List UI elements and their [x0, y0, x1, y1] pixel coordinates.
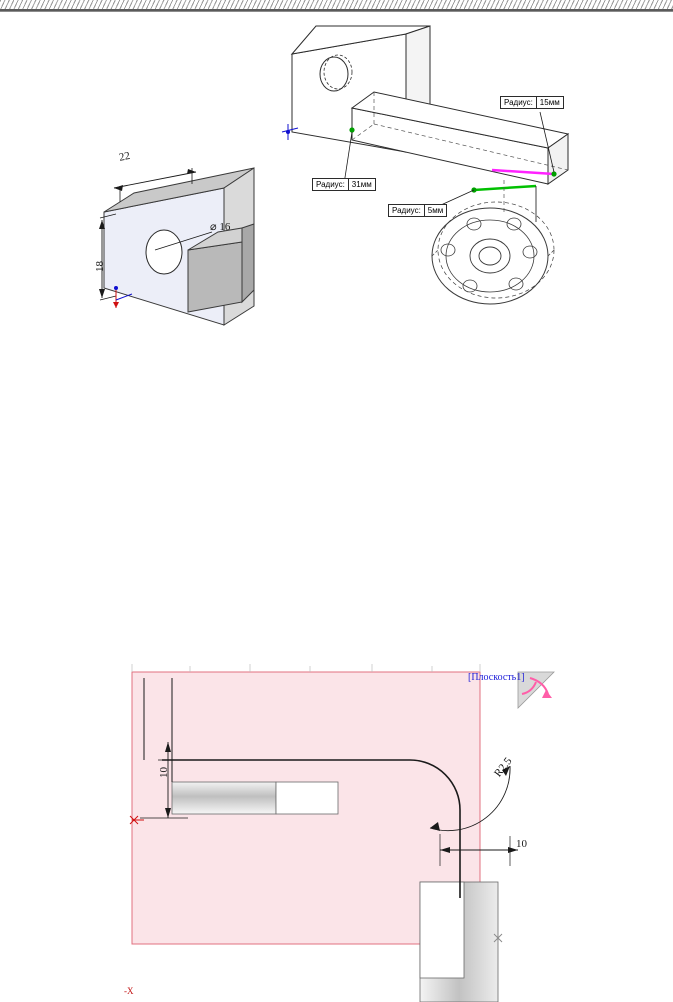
figure-sketch-plane	[110, 660, 670, 1002]
sketch-axis-label: -X	[124, 986, 134, 996]
bracket-drawing	[278, 12, 578, 324]
page-edge-band	[0, 0, 673, 12]
plate-height-dimension-label: 18	[94, 261, 106, 272]
callout-radius-15[interactable]	[500, 96, 564, 109]
callout-radius-31-value: 31мм	[348, 179, 375, 190]
callout-radius-5[interactable]	[388, 204, 447, 217]
plate-drawing	[92, 140, 272, 320]
callout-radius-15-value: 15мм	[536, 97, 563, 108]
callout-radius-5-label: Радиус:	[392, 206, 421, 215]
sketch-drawing	[110, 660, 670, 1002]
sketch-radius-dimension-label: R2.5	[492, 755, 515, 780]
callout-radius-31-label: Радиус:	[316, 180, 345, 189]
plate-length-dimension-label: 22	[118, 149, 132, 164]
callout-radius-5-value: 5мм	[424, 205, 446, 216]
figure-bracket-model	[278, 12, 578, 324]
sketch-plane-label: [Плоскость1]	[468, 672, 525, 683]
callout-radius-15-label: Радиус:	[504, 98, 533, 107]
callout-radius-31[interactable]	[312, 178, 376, 191]
sketch-horizontal-dimension-label: 10	[516, 838, 527, 850]
sketch-vertical-dimension-label: 10	[158, 767, 170, 778]
figure-isometric-plate	[92, 140, 272, 320]
plate-hole-diameter-label: ⌀ 16	[210, 221, 231, 233]
